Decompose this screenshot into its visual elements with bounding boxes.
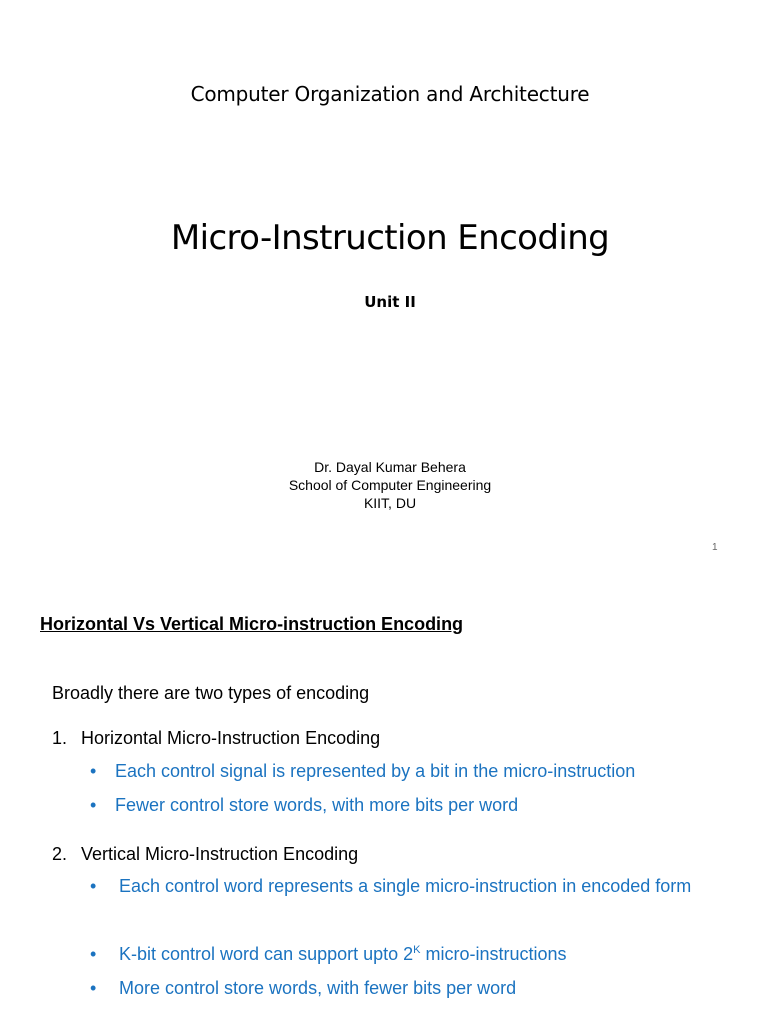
bullet-text: Fewer control store words, with more bits per word — [115, 795, 519, 815]
bullet-item — [90, 788, 710, 822]
page-number: 1 — [712, 542, 718, 553]
bullet-text: Each control word represents a single micro-instruction in encoded form — [119, 876, 692, 896]
content-slide — [0, 570, 768, 1024]
bullet-icon: • — [90, 876, 97, 896]
course-title: Computer Organization and Architecture — [190, 82, 590, 106]
superscript-k: K — [413, 944, 421, 956]
bullet-item — [90, 754, 710, 788]
school-name: School of Computer Engineering — [288, 477, 492, 493]
institution-name: KIIT, DU — [363, 495, 417, 511]
bullet-icon: • — [90, 761, 97, 781]
bullet-text: More control store words, with fewer bits per word — [119, 978, 517, 998]
list-label: Horizontal Micro-Instruction Encoding — [81, 728, 381, 748]
list-number: 1. — [52, 728, 68, 748]
list-item-horizontal — [52, 728, 380, 749]
list-number: 2. — [52, 844, 68, 864]
bullet-icon: • — [90, 795, 97, 815]
bullet-icon: • — [90, 978, 97, 998]
author-block — [0, 458, 768, 512]
intro-text: Broadly there are two types of encoding — [52, 683, 370, 703]
main-title: Micro-Instruction Encoding — [170, 218, 610, 258]
list-label: Vertical Micro-Instruction Encoding — [81, 844, 359, 864]
bullet-text-suffix: micro-instructions — [420, 944, 567, 964]
bullet-text — [90, 937, 709, 971]
section-title: Horizontal Vs Vertical Micro-instruction Encoding — [40, 614, 464, 634]
unit-label: Unit II — [364, 293, 416, 311]
bullet-text-main: K-bit control word can support upto 2 — [119, 944, 414, 964]
list-item-vertical — [52, 844, 358, 865]
bullet-item — [90, 971, 709, 1005]
bullet-icon: • — [90, 944, 97, 964]
bullet-item — [90, 937, 709, 971]
author-name: Dr. Dayal Kumar Behera — [314, 459, 466, 475]
bullet-text: Each control signal is represented by a bit in the micro-instruction — [115, 761, 636, 781]
bullet-item — [90, 869, 709, 903]
